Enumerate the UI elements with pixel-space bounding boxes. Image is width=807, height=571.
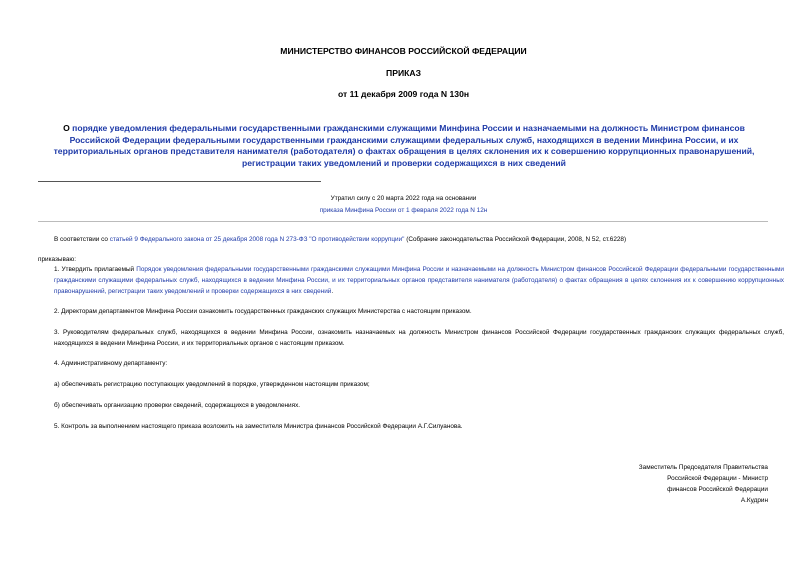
signature-block [639,462,768,506]
paragraph-1-prefix: 1. Утвердить прилагаемый [54,266,137,273]
title-link[interactable]: порядке уведомления федеральными государственными гражданскими служащими Минфина России и назначаемыми на должность Министром финансов Российской Федерации федеральными государственными гражданскими служащими федеральных служб, находящихся в ведении Минфина России, и их территориальных органов представителя нанимателя (работодателя) о фактах обращения в целях склонения их к совершению коррупционных правонарушений, регистрации таких уведомлений и проверки содержащихся в них сведений [53,123,755,168]
document-date-number: от 11 декабря 2009 года N 130н [337,89,470,99]
status-divider [38,221,768,222]
preamble-prefix: В соответствии со [54,236,110,243]
document-title [40,123,768,169]
paragraph-4b: б) обеспечивать организацию проверки сведений, содержащихся в уведомлениях. [54,402,301,409]
signature-line-1: Заместитель Председателя Правительства [638,464,768,471]
lost-force-note: Утратил силу с 20 марта 2022 года на основании [330,195,477,202]
paragraph-5: 5. Контроль за выполнением настоящего приказа возложить на заместителя Министра финансов Российской Федерации А.Г.Силуанова. [54,423,463,430]
preamble-suffix: (Собрание законодательства Российской Федерации, 2008, N 52, ст.6228) [404,236,627,243]
signer-name: А.Кудрин [740,497,768,504]
paragraph-3: 3. Руководителям федеральных служб, находящихся в ведении Минфина России, ознакомить назначаемых на должность Министром финансов Российской Федерации государственных гражданских служащих федеральных служб, находящихся в ведении Минфина России, и их территориальных органов с настоящим приказом. [54,329,784,347]
lost-force-link[interactable]: приказа Минфина России от 1 февраля 2022 года N 12н [319,207,488,214]
paragraph-1 [38,264,784,297]
preamble-law-link[interactable]: статьей 9 Федерального закона от 25 декабря 2008 года N 273-ФЗ "О противодействии коррупции" [109,236,405,243]
paragraph-4: 4. Административному департаменту: [54,360,168,367]
paragraph-1-suffix: . [331,288,334,295]
signature-line-3: финансов Российской Федерации [667,486,768,493]
paragraph-4a: а) обеспечивать регистрацию поступающих уведомлений в порядке, утвержденном настоящим приказом; [54,381,370,388]
paragraph-2: 2. Директорам департаментов Минфина России ознакомить государственных гражданских служащих Министерства с настоящим приказом. [54,308,472,315]
document-type: ПРИКАЗ [386,68,421,78]
orders-word: приказываю: [38,256,76,263]
procedure-link[interactable]: Порядок уведомления федеральными государственными гражданскими служащими Минфина России и назначаемыми на должность Министром финансов Российской Федерации федеральными государственными гражданскими служащими федеральных служб, находящихся в ведении Минфина России, и их территориальных органов представителя нанимателя (работодателя) о фактах обращения в целях склонения их к совершению коррупционных правонарушений, регистрации таких уведомлений и проверки содержащихся в них сведений [54,266,784,295]
title-first-letter: О [63,123,70,133]
preamble [38,234,784,245]
signature-line-2: Российской Федерации - Министр [667,475,768,482]
ministry-heading: МИНИСТЕРСТВО ФИНАНСОВ РОССИЙСКОЙ ФЕДЕРАЦИИ [280,46,527,56]
title-divider [38,181,321,182]
